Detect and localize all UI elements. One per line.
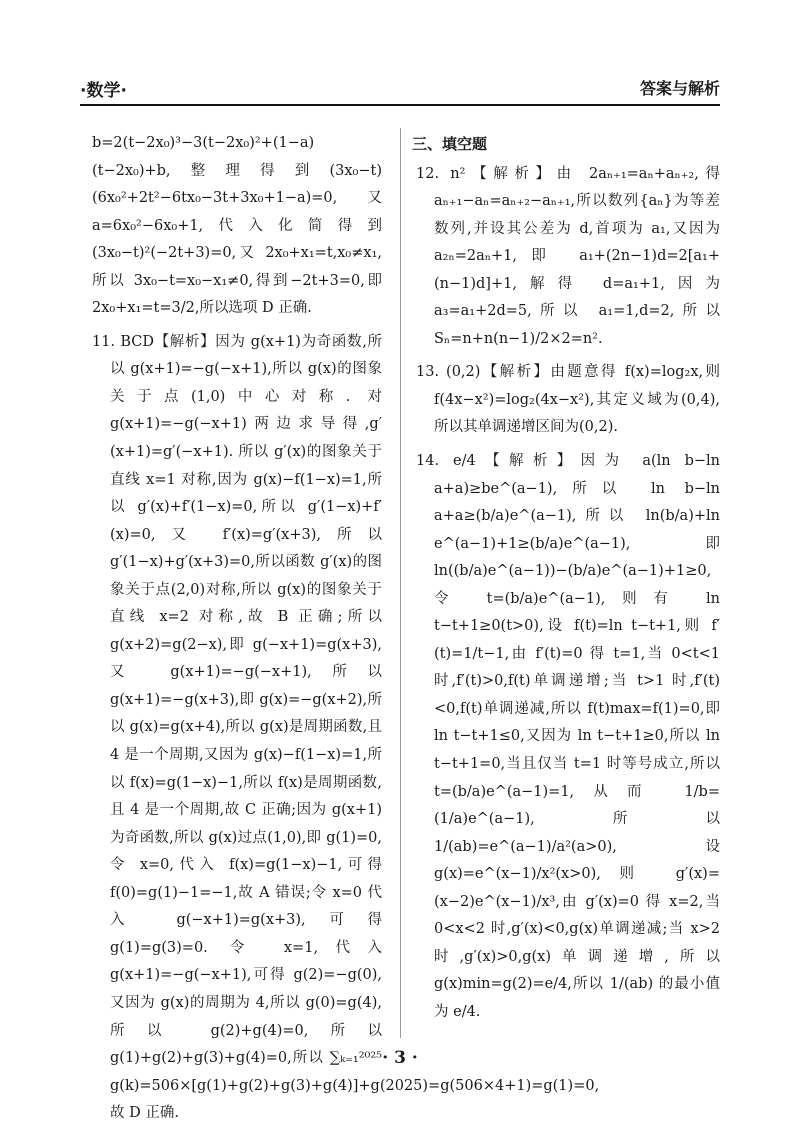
header-rule [80, 104, 720, 106]
subject-label: ·数学· [80, 81, 127, 101]
q11-answer: 11. BCD【解析】因为 g(x+1)为奇函数,所以 g(x+1)=−g(−x+1),所以 g(x)的图象关于点(1,0)中心对称. 对 g(x+1)=−g(−x+1)两边求导得,g′(x+1)=g′(−x+1). 所以 g′(x)的图象关于直线 x=1 对称,因为 g(x)−f(1−x)=1,所以 g′(x)+f′(1−x)=0,所以 g′(1−x)+f′(x)=0,又 f′(x)=g′(x+3),所以 g′(1−x)+g′(x+3)=0,所以函数 g′(x)的图象关于点(2,0)对称,所以 g(x)的图象关于直线 x=2 对称,故 B 正确;所以 g(x+2)=g(2−x),即 g(−x+1)=g(x+3),又 g(x+1)=−g(−x+1),所以 g(x+1)=−g(x+3),即 g(x)=−g(x+2),所以 g(x)=g(x+4),所以 g(x)是周期函数,且 4 是一个周期,又因为 g(x)−f(1−x)=1,所以 f(x)=g(1−x)−1,所以 f(x)是周期函数,且 4 是一个周期,故 C 正确;因为 g(x+1)为奇函数,所以 g(x)过点(1,0),即 g(1)=0,令 x=0,代入 f(x)=g(1−x)−1,可得 f(0)=g(1)−1=−1,故 A 错误;令 x=0 代入 g(−x+1)=g(x+3),可得 g(1)=g(3)=0. 令 x=1,代入 g(x+1)=−g(−x+1),可得 g(2)=−g(0),又因为 g(x)的周期为 4,所以 g(0)=g(4),所以 g(2)+g(4)=0,所以 g(1)+g(2)+g(3)+g(4)=0,所以 ∑ₖ₌₁²⁰²⁵ g(k)=506×[g(1)+g(2)+g(3)+g(4)]+g(2025)=g(506×4+1)=g(1)=0,故 D 正确. [92, 333, 600, 1122]
q14-answer: 14. e/4【解析】因为 a(ln b−ln a+a)≥be^(a−1),所以 ln b−ln a+a≥(b/a)e^(a−1),所以 ln(b/a)+ln e^(a−1)+1≥(b/a)e^(a−1),即 ln((b/a)e^(a−1))−(b/a)e^(a−1)+1≥0,令 t=(b/a)e^(a−1),则有 ln t−t+1≥0(t>0),设 f(t)=ln t−t+1,则 f′(t)=1/t−1,由 f′(t)=0 得 t=1,当 0<t<1 时,f′(t)>0,f(t)单调递增;当 t>1 时,f′(t)<0,f(t)单调递减,所以 f(t)max=f(1)=0,即 ln t−t+1≤0,又因为 ln t−t+1≥0,所以 ln t−t+1=0,当且仅当 t=1 时等号成立,所以 t=(b/a)e^(a−1)=1,从而 1/b=(1/a)e^(a−1),所以 1/(ab)=e^(a−1)/a²(a>0),设 g(x)=e^(x−1)/x²(x>0),则 g′(x)=(x−2)e^(x−1)/x³,由 g′(x)=0 得 x=2,当 0<x<2 时,g′(x)<0,g(x)单调递减;当 x>2 时,g′(x)>0,g(x)单调递增,所以 g(x)min=g(2)=e/4,所以 1/(ab) 的最小值为 e/4. [416, 452, 720, 1020]
section-title: 三、填空题 [412, 135, 488, 153]
q13-answer: 13. (0,2)【解析】由题意得 f(x)=log₂x,则 f(4x−x²)=log₂(4x−x²),其定义域为(0,4),所以其单调递增区间为(0,2). [416, 364, 720, 436]
page-header [80, 76, 720, 110]
column-divider [400, 128, 401, 1038]
section-label: 答案与解析 [639, 79, 720, 98]
q10-continuation: b=2(t−2x₀)³−3(t−2x₀)²+(1−a)(t−2x₀)+b,整理得到(3x₀−t)(6x₀²+2t²−6tx₀−3t+3x₀+1−a)=0,又 a=6x₀²−6x₀+1,代入化简得到(3x₀−t)²(−2t+3)=0,又 2x₀+x₁=t,x₀≠x₁,所以 3x₀−t=x₀−x₁≠0,得到−2t+3=0,即 2x₀+x₁=t=3/2,所以选项 D 正确. [92, 135, 382, 317]
page-number: · 3 · [382, 1048, 418, 1068]
q12-answer: 12. n²【解析】由 2aₙ₊₁=aₙ+aₙ₊₂,得 aₙ₊₁−aₙ=aₙ₊₂−aₙ₊₁,所以数列{aₙ}为等差数列,并设其公差为 d,首项为 a₁,又因为 a₂ₙ=2aₙ+1,即 a₁+(2n−1)d=2[a₁+(n−1)d]+1,解得 d=a₁+1,因为 a₃=a₁+2d=5,所以 a₁=1,d=2,所以 Sₙ=n+n(n−1)/2×2=n². [416, 165, 720, 347]
right-column [412, 130, 720, 1060]
